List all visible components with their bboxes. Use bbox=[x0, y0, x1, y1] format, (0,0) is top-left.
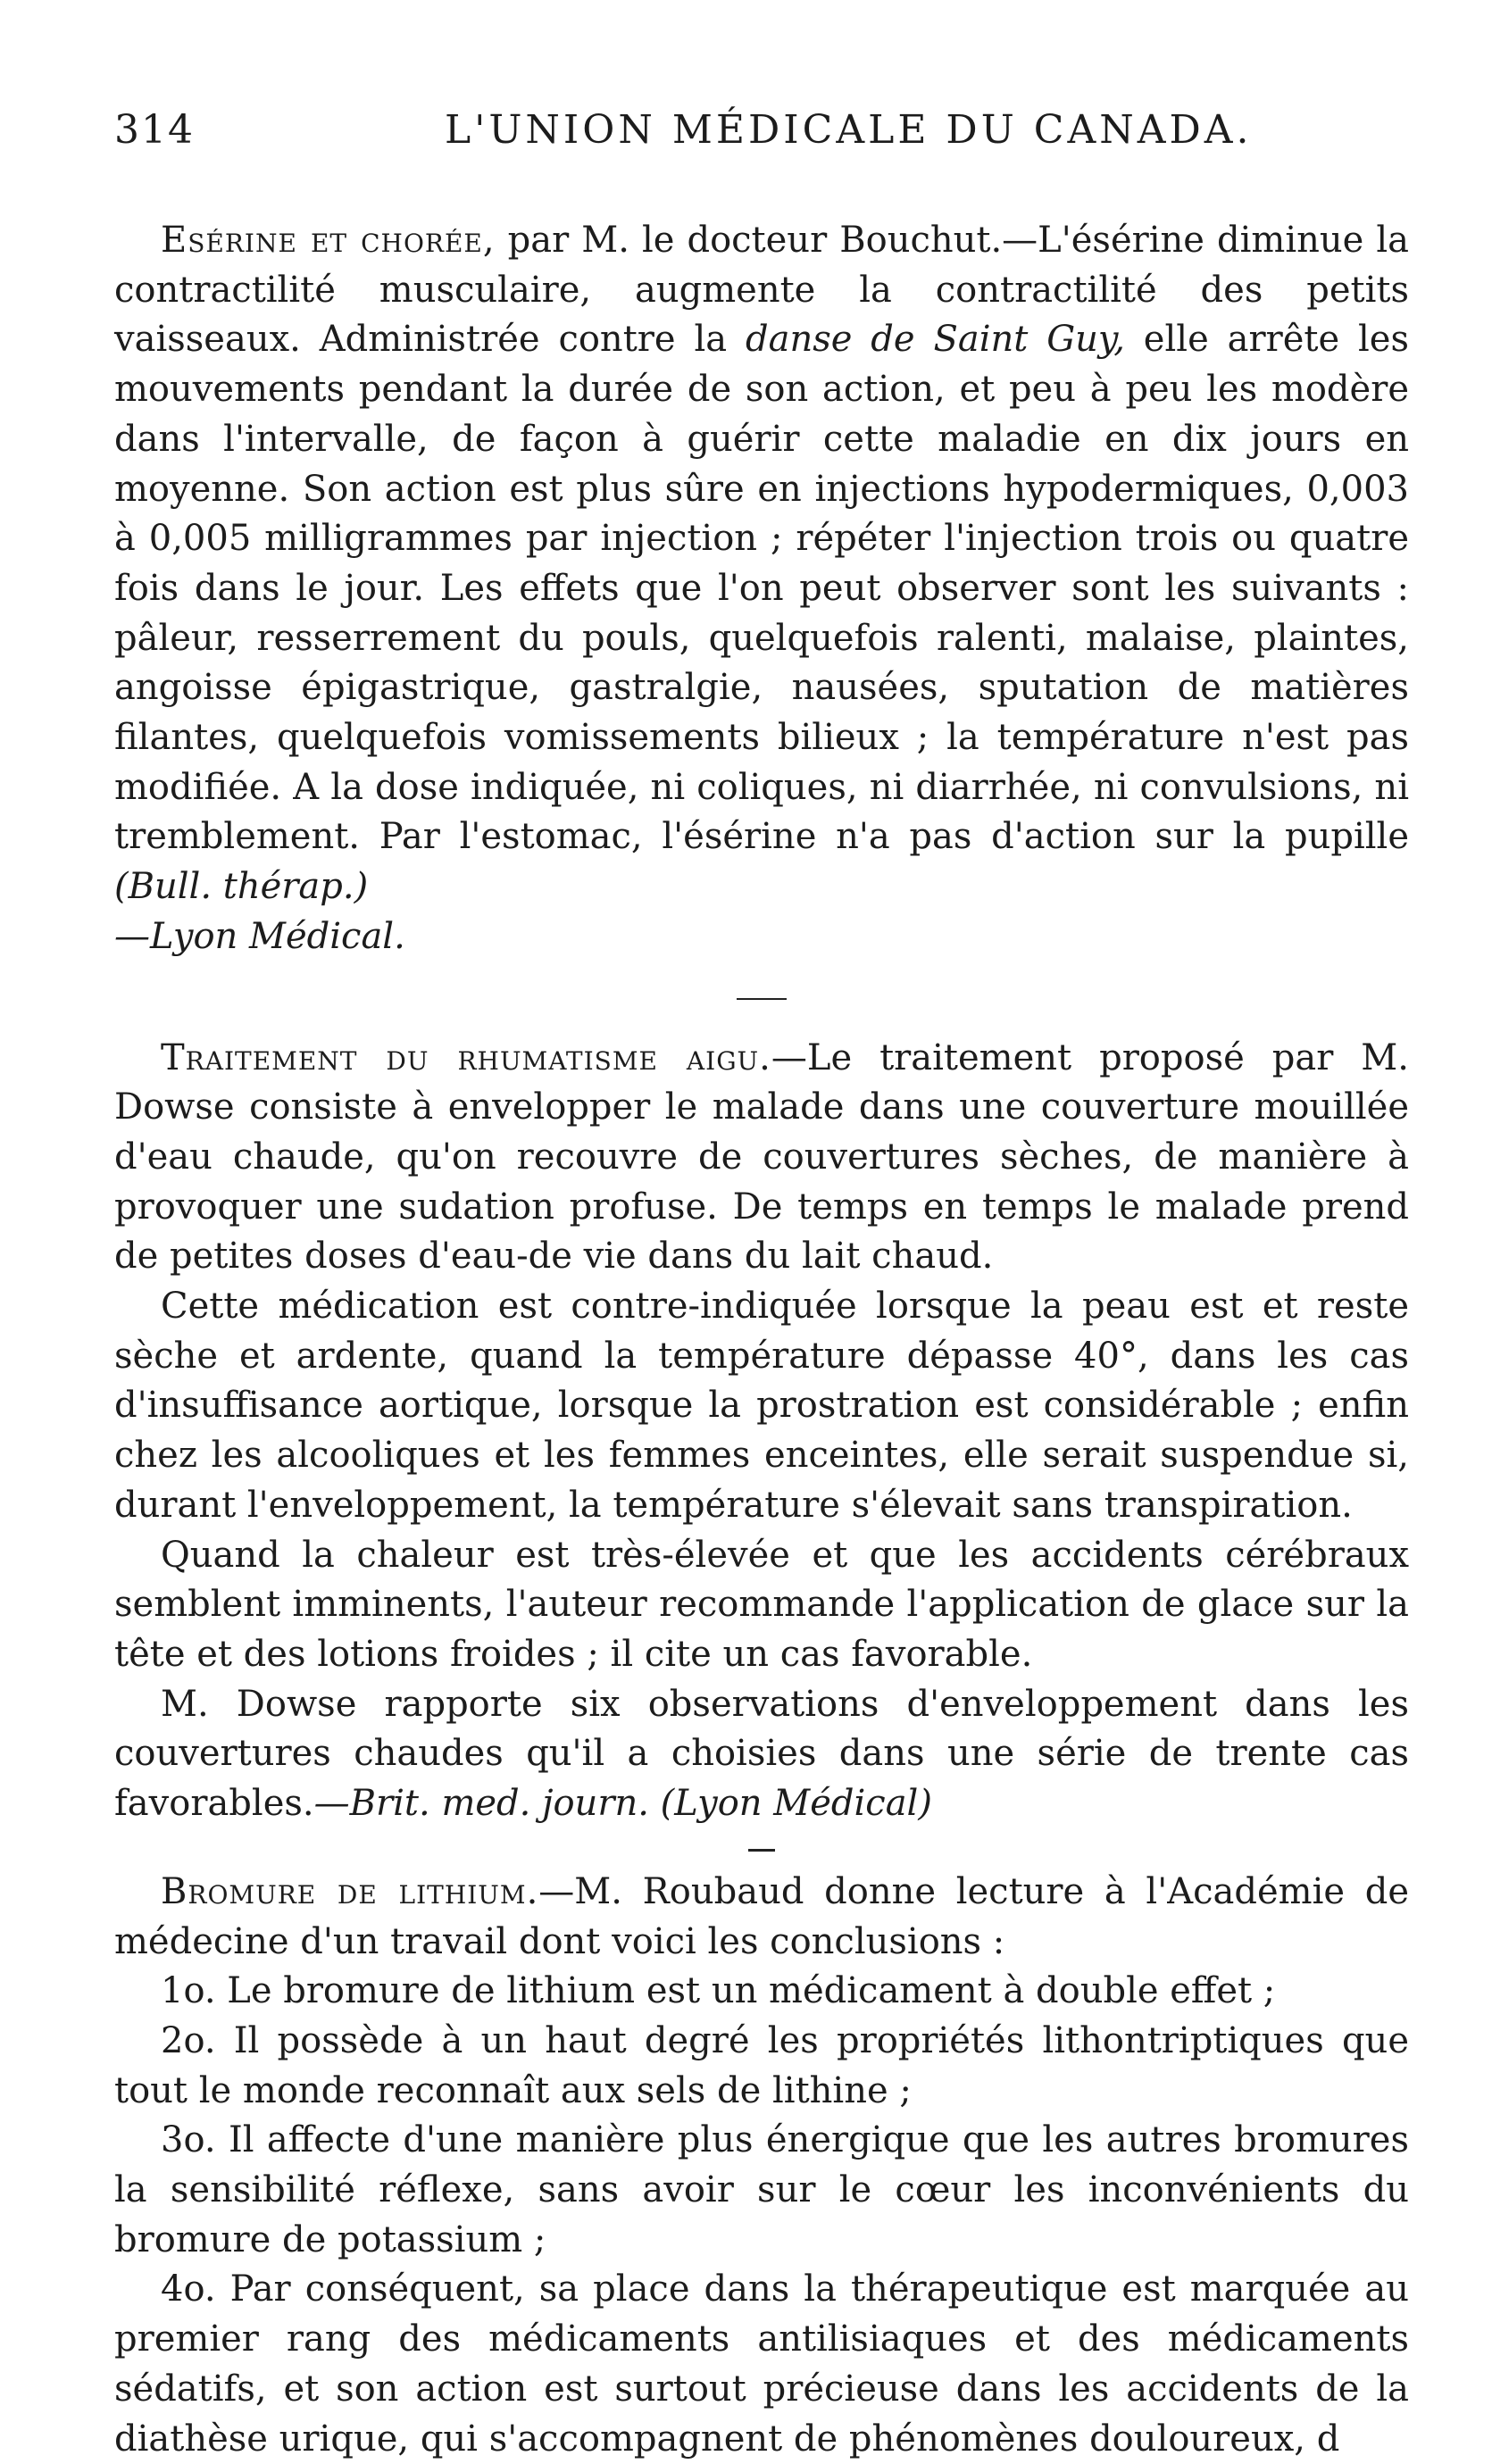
list-item: 2o. Il possède à un haut degré les propriétés lithontriptiques que tout le monde reconnaît aux sels de lithine ; bbox=[114, 2019, 1409, 2111]
page-number: 314 bbox=[114, 107, 195, 153]
italic-phrase: danse de Saint Guy, bbox=[745, 319, 1125, 361]
article-paragraph bbox=[114, 1680, 1409, 1829]
article-paragraph bbox=[114, 216, 1409, 962]
paragraph-text: —M. Roubaud donne lecture à l'Académie de médecine d'un travail dont voici les conclusions : bbox=[114, 1870, 1409, 1962]
article-title: Esérine et chorée, bbox=[161, 220, 496, 261]
article-separator bbox=[748, 1849, 775, 1852]
running-head bbox=[114, 107, 1409, 164]
paragraph-text: par M. le docteur Bouchut.—L'ésérine diminue la contractilité musculaire, augmente la contractilité des petits vaisseaux. Administrée contre la bbox=[114, 220, 1409, 361]
article-rhumatisme bbox=[114, 1034, 1409, 1829]
article-paragraph bbox=[114, 1868, 1409, 1967]
source-citation: (Bull. thérap.) bbox=[114, 866, 369, 908]
article-paragraph bbox=[114, 1034, 1409, 1283]
source-citation: —Brit. med. journ. bbox=[313, 1783, 649, 1825]
article-title: Bromure de lithium. bbox=[161, 1870, 539, 1912]
source-citation: —Lyon Médical. bbox=[114, 915, 405, 957]
article-paragraph: Cette médication est contre-indiquée lorsque la peau est et reste sèche et ardente, quand la température dépasse 40°, dans les cas d'insuffisance aortique, lorsque la prostration est considérable ; enfin chez les alcooliques et les femmes enceintes, elle serait suspendue si, durant l'enveloppement, la température s'élevait sans transpiration. bbox=[114, 1286, 1409, 1526]
paragraph-text: —Le traitement proposé par M. Dowse consiste à envelopper le malade dans une couverture mouillée d'eau chaude, qu'on recouvre de couvertures sèches, de manière à provoquer une sudation profuse. De temps en temps le malade prend de petites doses d'eau-de vie dans du lait chaud. bbox=[114, 1036, 1409, 1278]
paragraph-text: elle arrête les mouvements pendant la durée de son action, et peu à peu les modère dans l'intervalle, de façon à guérir cette maladie en dix jours en moyenne. Son action est plus sûre en injections hypodermiques, 0,003 à 0,005 milligrammes par injection ; répéter l'injection trois ou quatre fois dans le jour. Les effets que l'on peut observer sont les suivants : pâleur, resserrement du pouls, quelquefois ralenti, malaise, plaintes, angoisse épigastrique, gastralgie, nausées, sputation de matières filantes, quelquefois vomissements bilieux ; la température n'est pas modifiée. A la dose indiquée, ni coliques, ni diarrhée, ni convulsions, ni tremblement. Par l'estomac, l'ésérine n'a pas d'action sur la pupille bbox=[114, 319, 1410, 858]
article-separator bbox=[737, 998, 787, 1000]
paragraph-text: M. Dowse rapporte six observations d'enveloppement dans les couvertures chaudes qu'il a choisies dans une série de trente cas favorables. bbox=[114, 1683, 1409, 1825]
page bbox=[114, 107, 1409, 2464]
list-item: 1o. Le bromure de lithium est un médicament à double effet ; bbox=[161, 1970, 1276, 2012]
list-item: 3o. Il affecte d'une manière plus énergique que les autres bromures la sensibilité réflexe, sans avoir sur le cœur les inconvénients du bromure de potassium ; bbox=[114, 2119, 1409, 2260]
source-citation: (Lyon Médical) bbox=[660, 1783, 932, 1825]
article-eserine bbox=[114, 216, 1409, 962]
article-bromure bbox=[114, 1868, 1409, 2464]
article-paragraph: Quand la chaleur est très-élevée et que les accidents cérébraux semblent imminents, l'auteur recommande l'application de glace sur la tête et des lotions froides ; il cite un cas favorable. bbox=[114, 1534, 1409, 1675]
journal-title: L'UNION MÉDICALE DU CANADA. bbox=[445, 107, 1253, 153]
article-title: Traitement du rhumatisme aigu. bbox=[161, 1036, 771, 1078]
list-item: 4o. Par conséquent, sa place dans la thérapeutique est marquée au premier rang des médicaments antilisiaques et des médicaments sédatifs, et son action est surtout précieuse dans les accidents de la diathèse urique, qui s'accompagnent de phénomènes douloureux, d bbox=[114, 2268, 1409, 2460]
